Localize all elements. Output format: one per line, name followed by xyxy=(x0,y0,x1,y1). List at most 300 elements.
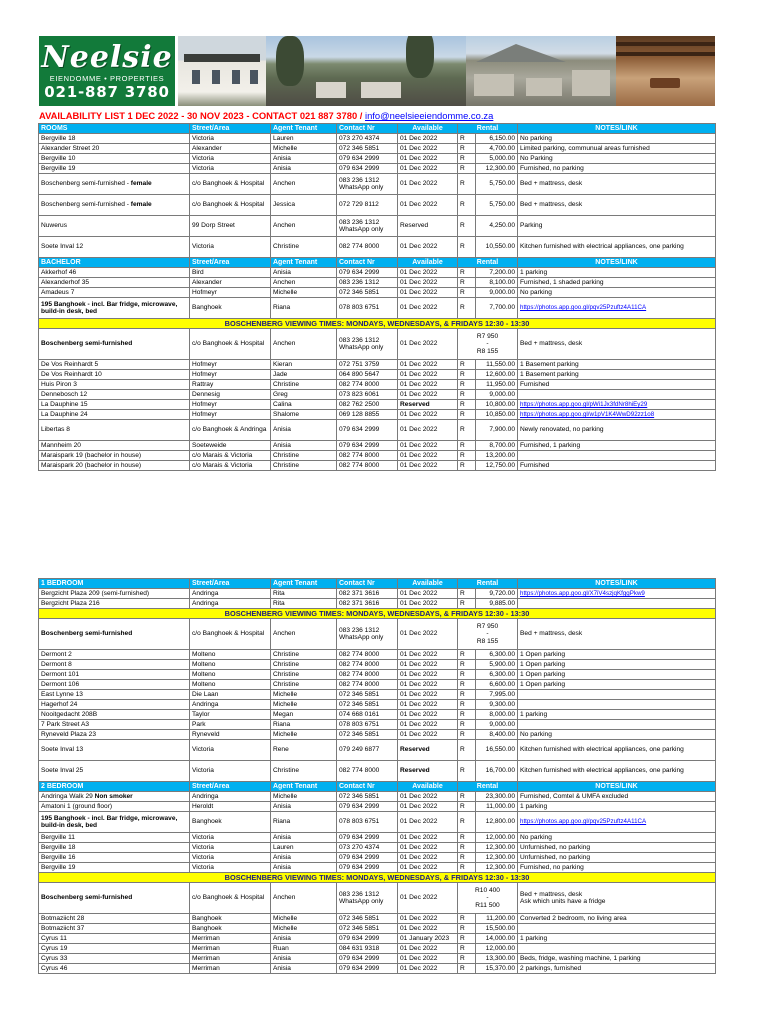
contact: 079 634 2999 xyxy=(337,964,398,974)
agent: Anisia xyxy=(271,863,337,873)
available: 01 Dec 2022 xyxy=(398,174,458,195)
notes: Furnished, 1 parking xyxy=(518,441,716,451)
available: 01 Dec 2022 xyxy=(398,195,458,216)
rental: 9,300.00 xyxy=(476,700,518,710)
notes: Kitchen furnished with electrical appliances, one parking xyxy=(518,740,716,761)
street: Victoria xyxy=(190,237,271,258)
notes: Kitchen furnished with electrical appliances, one parking xyxy=(518,761,716,782)
rental: 14,000.00 xyxy=(476,934,518,944)
property-name: Bergville 10 xyxy=(39,154,190,164)
agent: Anisia xyxy=(271,268,337,278)
agent: Anisia xyxy=(271,833,337,843)
available: 01 Dec 2022 xyxy=(398,944,458,954)
notes: Parking xyxy=(518,216,716,237)
agent: Riana xyxy=(271,720,337,730)
table-row xyxy=(39,802,716,812)
agent: Michelle xyxy=(271,792,337,802)
col-available: Available xyxy=(398,124,458,134)
col-street: Street/Area xyxy=(190,258,271,268)
table-row xyxy=(39,914,716,924)
notes: Converted 2 bedroom, no living area xyxy=(518,914,716,924)
viewing-times-banner xyxy=(39,319,716,329)
notes: Furnished, no parking xyxy=(518,863,716,873)
agent: Anisia xyxy=(271,934,337,944)
notes xyxy=(518,400,716,410)
rental: 23,300.00 xyxy=(476,792,518,802)
agent: Anisia xyxy=(271,954,337,964)
rental: 4,250.00 xyxy=(476,216,518,237)
property-name: Maraispark 19 (bachelor in house) xyxy=(39,451,190,461)
street: Hofmeyr xyxy=(190,410,271,420)
agent: Jade xyxy=(271,370,337,380)
currency: R xyxy=(458,954,476,964)
available: Reserved xyxy=(398,216,458,237)
town-photo xyxy=(266,36,466,106)
rental: 9,720.00 xyxy=(476,589,518,599)
property-name: Bergville 11 xyxy=(39,833,190,843)
agent: Shalome xyxy=(271,410,337,420)
property-name: East Lynne 13 xyxy=(39,690,190,700)
street: Molteno xyxy=(190,650,271,660)
table-row xyxy=(39,441,716,451)
rental: 13,200.00 xyxy=(476,451,518,461)
agent: Anisia xyxy=(271,164,337,174)
col-agent: Agent Tenant xyxy=(271,124,337,134)
available: 01 Dec 2022 xyxy=(398,589,458,599)
table-row xyxy=(39,944,716,954)
contact: 082 774 8000 xyxy=(337,380,398,390)
currency: R xyxy=(458,720,476,730)
contact: 083 236 1312 WhatsApp only xyxy=(337,174,398,195)
agent: Ruan xyxy=(271,944,337,954)
available: 01 Dec 2022 xyxy=(398,670,458,680)
street: Banghoek xyxy=(190,812,271,833)
street: Molteno xyxy=(190,670,271,680)
property-name: Dermont 8 xyxy=(39,660,190,670)
rental: 5,900.00 xyxy=(476,660,518,670)
email-link[interactable]: info@neelsieeiendomme.co.za xyxy=(364,110,494,121)
logo-brand: Neelsie xyxy=(41,39,173,75)
contact: 079 634 2999 xyxy=(337,833,398,843)
agent: Christine xyxy=(271,761,337,782)
contact: 072 346 5851 xyxy=(337,792,398,802)
table-row xyxy=(39,420,716,441)
property-name: Ryneveld Plaza 23 xyxy=(39,730,190,740)
notes xyxy=(518,298,716,319)
rental: 8,400.00 xyxy=(476,730,518,740)
contact: 079 634 2999 xyxy=(337,863,398,873)
table-row xyxy=(39,853,716,863)
rental: 12,300.00 xyxy=(476,863,518,873)
available: 01 Dec 2022 xyxy=(398,278,458,288)
street: Hofmeyr xyxy=(190,288,271,298)
contact: 079 634 2999 xyxy=(337,802,398,812)
street: c/o Marais & Victoria xyxy=(190,451,271,461)
rental: 10,850.00 xyxy=(476,410,518,420)
property-name: Boschenberg semi-furnished - female xyxy=(39,174,190,195)
rental: R7 950 - R8 155 xyxy=(458,329,518,360)
currency: R xyxy=(458,740,476,761)
available: 01 Dec 2022 xyxy=(398,792,458,802)
property-name: 7 Park Street A3 xyxy=(39,720,190,730)
currency: R xyxy=(458,278,476,288)
rental: 12,300.00 xyxy=(476,164,518,174)
agent: Michelle xyxy=(271,730,337,740)
available: 01 Dec 2022 xyxy=(398,599,458,609)
property-name: De Vos Reinhardt 10 xyxy=(39,370,190,380)
col-agent: Agent Tenant xyxy=(271,782,337,792)
contact: 082 774 8000 xyxy=(337,660,398,670)
table-row xyxy=(39,329,716,360)
notes: 1 Open parking xyxy=(518,650,716,660)
table-row xyxy=(39,298,716,319)
notes: Unfurnished, no parking xyxy=(518,853,716,863)
available: 01 Dec 2022 xyxy=(398,144,458,154)
notes xyxy=(518,451,716,461)
notes: Bed + mattress, desk xyxy=(518,195,716,216)
property-name: Akkerhof 46 xyxy=(39,268,190,278)
section-header-bachelor xyxy=(39,258,716,268)
street: Banghoek xyxy=(190,298,271,319)
currency: R xyxy=(458,650,476,660)
property-name: Bergville 19 xyxy=(39,164,190,174)
notes xyxy=(518,599,716,609)
availability-table-bedrooms xyxy=(38,578,716,974)
street: c/o Banghoek & Andringa xyxy=(190,420,271,441)
viewing-times-text: BOSCHENBERG VIEWING TIMES: MONDAYS, WEDNESDAYS, & FRIDAYS 12:30 - 13:30 xyxy=(39,609,716,619)
notes: 1 parking xyxy=(518,934,716,944)
notes: 1 Basement parking xyxy=(518,360,716,370)
property-name: Maraispark 20 (bachelor in house) xyxy=(39,461,190,471)
currency: R xyxy=(458,670,476,680)
available: 01 Dec 2022 xyxy=(398,451,458,461)
currency: R xyxy=(458,268,476,278)
col-rental: Rental xyxy=(458,124,518,134)
logo-phone: 021-887 3780 xyxy=(44,82,170,101)
agent: Christine xyxy=(271,237,337,258)
agent: Christine xyxy=(271,670,337,680)
street: c/o Banghoek & Hospital xyxy=(190,329,271,360)
notes: Kitchen furnished with electrical appliances, one parking xyxy=(518,237,716,258)
available: 01 Dec 2022 xyxy=(398,690,458,700)
currency: R xyxy=(458,914,476,924)
currency: R xyxy=(458,451,476,461)
contact: 082 774 8000 xyxy=(337,237,398,258)
section-header-1-bedroom xyxy=(39,579,716,589)
currency: R xyxy=(458,802,476,812)
section-title: BACHELOR xyxy=(39,258,190,268)
contact: 078 803 6751 xyxy=(337,812,398,833)
agent: Christine xyxy=(271,380,337,390)
property-name: Libertas 8 xyxy=(39,420,190,441)
street: Victoria xyxy=(190,164,271,174)
available: 01 Dec 2022 xyxy=(398,360,458,370)
contact: 082 774 8000 xyxy=(337,670,398,680)
notes: 1 parking xyxy=(518,802,716,812)
contact: 072 346 5851 xyxy=(337,730,398,740)
contact: 082 762 2500 xyxy=(337,400,398,410)
available: 01 Dec 2022 xyxy=(398,298,458,319)
table-row xyxy=(39,288,716,298)
table-row xyxy=(39,278,716,288)
street: Molteno xyxy=(190,660,271,670)
contact: 082 774 8000 xyxy=(337,461,398,471)
photo-link[interactable]: https://photos.app.goo.gl/X7iV4szjqKfggPkw9 xyxy=(520,589,645,597)
rental: 10,800.00 xyxy=(476,400,518,410)
currency: R xyxy=(458,134,476,144)
agent: Michelle xyxy=(271,288,337,298)
col-contact: Contact Nr xyxy=(337,782,398,792)
street: 99 Dorp Street xyxy=(190,216,271,237)
contact: 064 890 5647 xyxy=(337,370,398,380)
currency: R xyxy=(458,288,476,298)
notes: Furnished, 1 shaded parking xyxy=(518,278,716,288)
notes: No parking xyxy=(518,730,716,740)
street: Alexander xyxy=(190,144,271,154)
street: Victoria xyxy=(190,154,271,164)
property-name: Mannheim 20 xyxy=(39,441,190,451)
table-row xyxy=(39,216,716,237)
table-row xyxy=(39,268,716,278)
street: Banghoek xyxy=(190,924,271,934)
contact: 082 774 8000 xyxy=(337,680,398,690)
notes: 1 Open parking xyxy=(518,670,716,680)
contact: 072 346 5851 xyxy=(337,700,398,710)
agent: Michelle xyxy=(271,144,337,154)
agent: Christine xyxy=(271,650,337,660)
available: 01 Dec 2022 xyxy=(398,390,458,400)
table-row xyxy=(39,650,716,660)
property-name: Boschenberg semi-furnished xyxy=(39,329,190,360)
rental: 8,700.00 xyxy=(476,441,518,451)
header-banner xyxy=(39,36,715,106)
available: 01 Dec 2022 xyxy=(398,134,458,144)
agent: Anisia xyxy=(271,802,337,812)
table-row xyxy=(39,195,716,216)
currency: R xyxy=(458,216,476,237)
currency: R xyxy=(458,461,476,471)
agent: Anisia xyxy=(271,420,337,441)
property-name: Alexander Street 20 xyxy=(39,144,190,154)
photo-link[interactable]: https://photos.app.goo.gl/w1pV1K4WwD92zz1o8 xyxy=(520,410,655,418)
property-name: La Dauphine 24 xyxy=(39,410,190,420)
contact: 072 346 5851 xyxy=(337,288,398,298)
section-title: 2 BEDROOM xyxy=(39,782,190,792)
notes: Limited parking, communual areas furnished xyxy=(518,144,716,154)
available: 01 Dec 2022 xyxy=(398,833,458,843)
property-name: Soete Inval 12 xyxy=(39,237,190,258)
available: 01 Dec 2022 xyxy=(398,720,458,730)
available: 01 Dec 2022 xyxy=(398,268,458,278)
rental: 7,700.00 xyxy=(476,298,518,319)
street: Merriman xyxy=(190,964,271,974)
rental: 16,550.00 xyxy=(476,740,518,761)
contact: 072 729 8112 xyxy=(337,195,398,216)
table-row xyxy=(39,164,716,174)
rental: 5,000.00 xyxy=(476,154,518,164)
currency: R xyxy=(458,863,476,873)
property-name: Bergzicht Plaza 216 xyxy=(39,599,190,609)
rental: 10,550.00 xyxy=(476,237,518,258)
agent: Anisia xyxy=(271,853,337,863)
notes: Beds, fridge, washing machine, 1 parking xyxy=(518,954,716,964)
notes: 1 Open parking xyxy=(518,680,716,690)
available: 01 Dec 2022 xyxy=(398,680,458,690)
available: 01 Dec 2022 xyxy=(398,329,458,360)
available: 01 Dec 2022 xyxy=(398,964,458,974)
street: Die Laan xyxy=(190,690,271,700)
street: Taylor xyxy=(190,710,271,720)
contact: 073 823 6061 xyxy=(337,390,398,400)
table-row xyxy=(39,410,716,420)
contact: 072 346 5851 xyxy=(337,144,398,154)
contact: 083 236 1312 WhatsApp only xyxy=(337,883,398,914)
availability-heading xyxy=(39,110,493,121)
currency: R xyxy=(458,441,476,451)
street: Dennesig xyxy=(190,390,271,400)
section-header-2-bedroom xyxy=(39,782,716,792)
available: Reserved xyxy=(398,400,458,410)
agent: Anchen xyxy=(271,278,337,288)
available: 01 Dec 2022 xyxy=(398,619,458,650)
currency: R xyxy=(458,680,476,690)
contact: 082 371 3616 xyxy=(337,599,398,609)
property-name: Bergville 16 xyxy=(39,853,190,863)
notes: Bed + mattress, desk xyxy=(518,329,716,360)
interior-photo xyxy=(616,36,715,106)
property-name: Botmaziicht 37 xyxy=(39,924,190,934)
table-row xyxy=(39,740,716,761)
notes xyxy=(518,812,716,833)
street: Andringa xyxy=(190,700,271,710)
street: Merriman xyxy=(190,954,271,964)
table-row xyxy=(39,134,716,144)
available: 01 Dec 2022 xyxy=(398,461,458,471)
street: Bird xyxy=(190,268,271,278)
contact: 073 270 4374 xyxy=(337,843,398,853)
property-name: Bergville 18 xyxy=(39,843,190,853)
table-row xyxy=(39,660,716,670)
photo-link[interactable]: https://photos.app.goo.gl/pqv25Pzuftz4A11CA xyxy=(520,818,647,826)
col-available: Available xyxy=(398,258,458,268)
rental: 11,200.00 xyxy=(476,914,518,924)
currency: R xyxy=(458,934,476,944)
available: 01 Dec 2022 xyxy=(398,370,458,380)
col-street: Street/Area xyxy=(190,782,271,792)
available: 01 Dec 2022 xyxy=(398,730,458,740)
table-row xyxy=(39,680,716,690)
table-row xyxy=(39,730,716,740)
contact: 079 634 2999 xyxy=(337,164,398,174)
notes xyxy=(518,944,716,954)
rental: 9,885.00 xyxy=(476,599,518,609)
notes: Furnished xyxy=(518,380,716,390)
table-row xyxy=(39,883,716,914)
rental: 4,700.00 xyxy=(476,144,518,154)
agent: Michelle xyxy=(271,690,337,700)
property-name: Nooitgedacht 208B xyxy=(39,710,190,720)
rental: 12,000.00 xyxy=(476,944,518,954)
table-row xyxy=(39,599,716,609)
agent: Rene xyxy=(271,740,337,761)
rental: 12,600.00 xyxy=(476,370,518,380)
currency: R xyxy=(458,792,476,802)
street: c/o Marais & Victoria xyxy=(190,461,271,471)
contact: 072 346 5851 xyxy=(337,914,398,924)
agent: Michelle xyxy=(271,700,337,710)
notes: Furnished, Comtel & UMFA excluded xyxy=(518,792,716,802)
notes: Bed + mattress, desk xyxy=(518,619,716,650)
street: c/o Banghoek & Hospital xyxy=(190,195,271,216)
currency: R xyxy=(458,690,476,700)
agent: Kieran xyxy=(271,360,337,370)
table-row xyxy=(39,761,716,782)
contact: 079 634 2999 xyxy=(337,268,398,278)
street: Victoria xyxy=(190,853,271,863)
viewing-times-banner xyxy=(39,609,716,619)
property-name: Bergzicht Plaza 209 (semi-furnished) xyxy=(39,589,190,599)
property-name: La Dauphine 15 xyxy=(39,400,190,410)
available: Reserved xyxy=(398,761,458,782)
available: 01 Dec 2022 xyxy=(398,863,458,873)
notes xyxy=(518,690,716,700)
contact: 072 346 5851 xyxy=(337,924,398,934)
notes: Bed + mattress, desk Ask which units have a fridge xyxy=(518,883,716,914)
rental: 8,000.00 xyxy=(476,710,518,720)
table-row xyxy=(39,390,716,400)
photo-link[interactable]: https://photos.app.goo.gl/pqv25Pzuftz4A11CA xyxy=(520,304,647,312)
notes xyxy=(518,924,716,934)
col-contact: Contact Nr xyxy=(337,579,398,589)
rental: R7 950 - R8 155 xyxy=(458,619,518,650)
property-name: Bergville 18 xyxy=(39,134,190,144)
currency: R xyxy=(458,710,476,720)
notes xyxy=(518,589,716,599)
rental: 12,750.00 xyxy=(476,461,518,471)
currency: R xyxy=(458,390,476,400)
rental: 13,300.00 xyxy=(476,954,518,964)
street: Molteno xyxy=(190,680,271,690)
rental: 6,600.00 xyxy=(476,680,518,690)
photo-link[interactable]: https://photos.app.goo.gl/pWi1Jx3fdNr8hiEy29 xyxy=(520,400,648,408)
contact: 078 803 6751 xyxy=(337,720,398,730)
col-notes: NOTES/LINK xyxy=(518,579,716,589)
currency: R xyxy=(458,237,476,258)
contact: 083 236 1312 xyxy=(337,278,398,288)
rental: 12,300.00 xyxy=(476,843,518,853)
rental: 7,995.00 xyxy=(476,690,518,700)
currency: R xyxy=(458,420,476,441)
company-logo xyxy=(39,36,178,106)
rental: 11,000.00 xyxy=(476,802,518,812)
rental: 16,700.00 xyxy=(476,761,518,782)
street: Merriman xyxy=(190,944,271,954)
property-name: Nuwerus xyxy=(39,216,190,237)
currency: R xyxy=(458,164,476,174)
available: 01 Dec 2022 xyxy=(398,914,458,924)
available: 01 Dec 2022 xyxy=(398,441,458,451)
property-name: Bergville 19 xyxy=(39,863,190,873)
agent: Lauren xyxy=(271,134,337,144)
currency: R xyxy=(458,298,476,319)
property-name: Huis Piron 3 xyxy=(39,380,190,390)
notes: No parking xyxy=(518,134,716,144)
table-row xyxy=(39,461,716,471)
rental: 9,000.00 xyxy=(476,288,518,298)
currency: R xyxy=(458,599,476,609)
rental: 9,000.00 xyxy=(476,720,518,730)
available: 01 Dec 2022 xyxy=(398,883,458,914)
